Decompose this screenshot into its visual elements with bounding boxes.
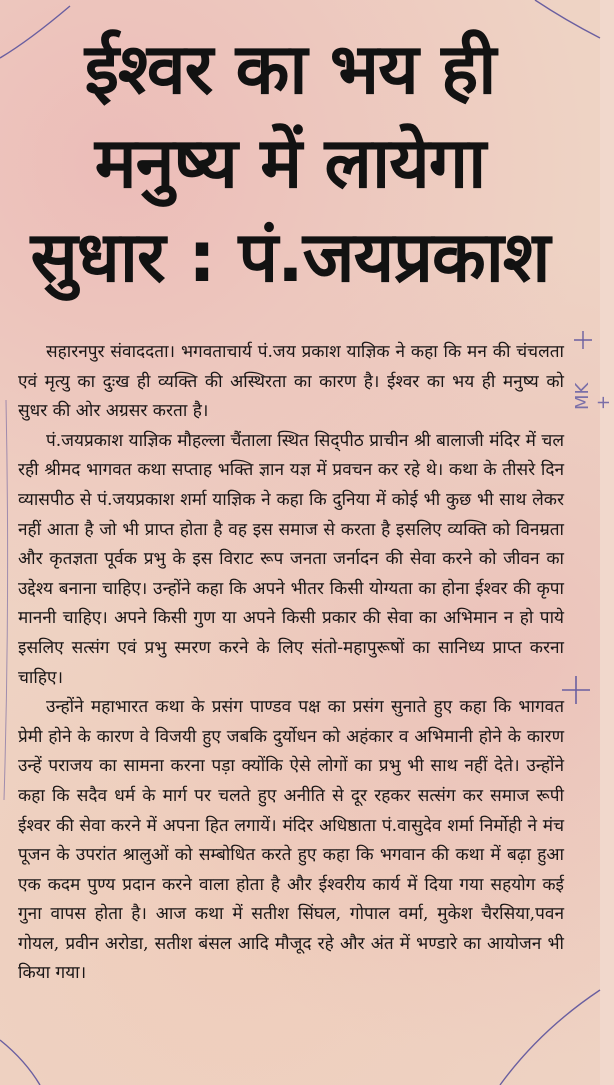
pen-plus-mark-top [574,331,592,349]
article-paragraph-3: उन्होंने महाभारत कथा के प्रसंग पाण्डव पक्ष का प्रसंग सुनाते हुए कहा कि भागवत प्रेमी होने के कारण वे विजयी हुए जबकि दुर्योधन को अहंकार व अभिमानी होने के कारण उन्हें पराजय का सामना करना पड़ा क्योंकि ऐसे लोगों का प्रभु भी साथ नहीं देते। उन्होंने कहा कि सदैव धर्म के मार्ग पर चलते हुए अनीति से दूर रहकर सत्संग कर समाज रूपी ईश्वर की सेवा करने में अपना हित लगायें। मंदिर अधिष्ठाता पं.वासुदेव शर्मा निर्मोही ने मंच पूजन के उपरांत श्रालुओं को सम्बोधित करते हुए कहा कि भगवान की कथा में बढ़ा हुआ एक कदम पुण्य प्रदान करने वाला होता है और ईश्वरीय कार्य में दिया गया सहयोग कई गुना वापस होता है। आज कथा में सतीश सिंघल, गोपाल वर्मा, मुकेश चैरसिया,पवन गोयल, प्रवीन अरोडा, सतीश बंसल आदि मौजूद रहे और अंत में भण्डारे का आयोजन भी किया गया। [18,697,564,984]
article-paragraph-2: पं.जयप्रकाश याज्ञिक मौहल्ला चैंताला स्थित सिद्पीठ प्राचीन श्री बालाजी मंदिर में चल रही श्रीमद भागवत कथा सप्ताह भक्ति ज्ञान यज्ञ में प्रवचन कर रहे थे। कथा के तीसरे दिन व्यासपीठ से पं.जयप्रकाश शर्मा याज्ञिक ने कहा कि दुनिया में कोई भी कुछ भी साथ लेकर नहीं आता है जो भी प्राप्त होता है वह इस समाज से करता है इसलिए व्यक्ति को विनम्रता और कृतज्ञता पूर्वक प्रभु के इस विराट रूप जनता जर्नादन की सेवा करने को जीवन का उद्देश्य बनाना चाहिए। उन्होंने कहा कि अपने भीतर किसी योग्यता का होना ईश्वर की कृपा माननी चाहिए। अपने किसी गुण या अपने किसी प्रकार की सेवा का अभिमान न हो पाये इसलिए सत्संग एवं प्रभु स्मरण करने के लिए संतो-महापुरूषों का सानिध्य प्राप्त करना चाहिए। [18,430,564,688]
article-paragraph-1: सहारनपुर संवाददता। भगवताचार्य पं.जय प्रकाश याज्ञिक ने कहा कि मन की चंचलता एवं मृत्यु का दुःख ही व्यक्ति की अस्थिरता का कारण है। ईश्वर का भय ही मनुष्य को सुधर की ओर अग्रसर करता है। [18,342,564,422]
pen-stroke-bottom-right [500,990,600,1085]
headline-line-1: ईश्वर का भय ही [84,28,496,110]
pen-stroke-left-edge [4,400,8,800]
article-body [18,338,564,989]
pen-plus-mark [562,676,590,704]
headline-line-3: सुधार : पं.जयप्रकाश [30,216,550,298]
headline-line-2: मनुष्य में लायेगा [94,122,486,204]
margin-note: MK + [572,382,614,410]
pen-stroke-bottom-left [0,1040,40,1085]
headline [12,22,568,304]
